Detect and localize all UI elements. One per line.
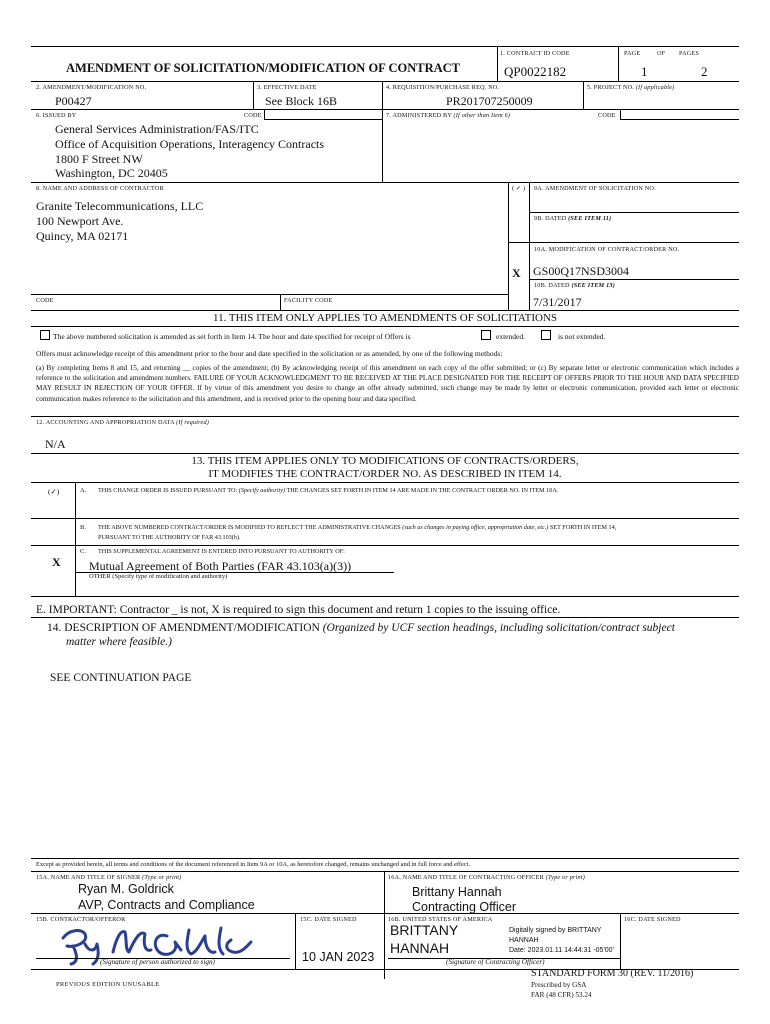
signer-title: AVP, Contracts and Compliance — [78, 898, 255, 912]
except-text: Except as provided herein, all terms and conditions of the document referenced in Item 9A or 10A, as heretofore changed, remains unchanged and in full force and effect. — [36, 861, 471, 868]
divider — [384, 871, 385, 979]
page-label: PAGE — [624, 50, 641, 57]
block5-label: 5. PROJECT NO. — [587, 84, 635, 91]
divider — [31, 182, 739, 183]
divider — [31, 326, 739, 327]
contractor-line-1: Granite Telecommunications, LLC — [36, 199, 204, 213]
contract-id-label: 1. CONTRACT ID CODE — [500, 50, 570, 57]
block14-label: 14. DESCRIPTION OF AMENDMENT/MODIFICATION — [47, 622, 320, 634]
block13-c-check-mark: X — [52, 555, 61, 569]
divider — [508, 182, 509, 310]
divider — [75, 482, 76, 596]
divider — [382, 109, 383, 182]
block13-c-letter: C. — [80, 548, 86, 555]
block13-a-text: THIS CHANGE ORDER IS ISSUED PURSUANT TO: — [98, 487, 238, 494]
block7-note: (If other than Item 6) — [453, 112, 511, 119]
block11-line2: Offers must acknowledge receipt of this amendment prior to the hour and date specified in the solicitation or as amended, by one of the following methods: — [36, 349, 503, 358]
signer-name: Ryan M. Goldrick — [78, 882, 174, 896]
block14-note-1: (Organized by UCF section headings, including solicitation/contract subject — [322, 622, 675, 634]
block2-label: 2. AMENDMENT/MODIFICATION NO. — [36, 84, 147, 91]
block11-paragraph: (a) By completing Items 8 and 15, and returning __ copies of the amendment; (b) By acknowledging receipt of this amendment on each copy of the offer submitted; or (c) By separate letter or electronic communication which includes a reference to the solicitation and amendment numbers. FAILURE OF YOUR ACKNOWLEDGMENT TO BE RECEIVED AT THE PLACE DESIGNATED FOR THE RECEIPT OF OFFERS PRIOR TO THE HOUR AND DATA SPECIFIED MAY RESULT IN REJECTION OF YOUR OFFER. If by virtue of this amendment you desire to change an offer already submitted, such change may be made by letter or electronic communication, provided each letter or electronic communication makes reference to the solicitation and this amendment, and is received prior to the opening hour and data specified. — [36, 364, 739, 403]
block9a-label: 9A. AMENDMENT OF SOLICITATION NO. — [534, 185, 656, 192]
block14-heading — [47, 620, 739, 636]
extended-label: extended. — [496, 332, 525, 341]
not-extended-label: is not extended. — [558, 332, 606, 341]
not-extended-checkbox[interactable] — [541, 330, 551, 340]
pages-label: PAGES — [679, 50, 700, 57]
block9b-note: (SEE ITEM 11) — [568, 215, 612, 222]
divider — [31, 596, 739, 597]
block12-label: 12. ACCOUNTING AND APPROPRIATION DATA — [36, 419, 175, 426]
block15b-label: 15B. CONTRACTOR/OFFEROR — [36, 916, 126, 923]
officer-signature-note: (Signature of Contracting Officer) — [446, 958, 545, 966]
block13-b-letter: B. — [80, 524, 86, 531]
divider — [31, 416, 739, 417]
issuer-line-4: Washington, DC 20405 — [55, 166, 168, 180]
divider — [253, 81, 254, 109]
of-label: OF — [657, 50, 666, 57]
prescribed-by: Prescribed by GSA — [531, 981, 587, 989]
divider — [31, 310, 739, 311]
block15c-label: 15C. DATE SIGNED — [300, 916, 357, 923]
block13-a-note: (Specify authority) — [238, 487, 286, 494]
divider — [31, 81, 739, 82]
block10b-note: (SEE ITEM 13) — [571, 282, 615, 289]
divider — [508, 242, 739, 243]
block16a-label: 16A. NAME AND TITLE OF CONTRACTING OFFICER — [388, 874, 544, 881]
contractor-line-3: Quincy, MA 02171 — [36, 229, 129, 243]
officer-name: Brittany Hannah — [412, 885, 502, 899]
block13-heading-2: IT MODIFIES THE CONTRACT/ORDER NO. AS DESCRIBED IN ITEM 14. — [208, 468, 562, 480]
divider — [31, 913, 739, 914]
block11-line1: The above numbered solicitation is amended as set forth in Item 14. The hour and date specified for receipt of Offers is — [53, 332, 411, 341]
digital-sig-name-2: HANNAH — [390, 940, 450, 956]
divider — [620, 913, 621, 969]
block4-label: 4. REQUISITION/PURCHASE REQ. NO. — [386, 84, 500, 91]
block10a-label: 10A. MODIFICATION OF CONTRACT/ORDER NO. — [534, 246, 680, 253]
contract-order-number: GS00Q17NSD3004 — [533, 264, 630, 278]
effective-date: See Block 16B — [265, 94, 337, 108]
block8-code-label: CODE — [36, 297, 54, 304]
extended-checkbox[interactable] — [481, 330, 491, 340]
divider — [382, 81, 383, 109]
divider — [280, 294, 281, 310]
block13-a-text2: THE CHANGES SET FORTH IN ITEM 14 ARE MADE IN THE CONTRACT ORDER NO. IN ITEM 10A. — [286, 487, 559, 494]
block15a-label: 15A. NAME AND TITLE OF SIGNER — [36, 874, 141, 881]
block6-code-label: CODE — [244, 112, 262, 119]
requisition-number: PR201707250009 — [446, 94, 533, 108]
divider — [31, 858, 739, 859]
divider — [31, 617, 739, 618]
divider — [31, 482, 739, 483]
block3-label: 3. EFFECTIVE DATE — [257, 84, 317, 91]
far-reference: FAR (48 CFR) 53.24 — [531, 991, 592, 999]
block13-check-col: (✓) — [48, 487, 60, 496]
digital-sig-note-1: Digitally signed by BRITTANY — [509, 927, 602, 934]
divider — [31, 871, 739, 872]
block13-b-text3: PURSUANT TO THE AUTHORITY OF FAR 43.103(b). — [98, 534, 241, 541]
block9b-label: 9B. DATED — [534, 215, 567, 222]
digital-sig-note-3: Date: 2023.01.11 14:44:31 -05'00' — [509, 947, 614, 954]
page-total: 2 — [701, 64, 708, 79]
digital-sig-note-2: HANNAH — [509, 937, 539, 944]
block13-b-text: THE ABOVE NUMBERED CONTRACT/ORDER IS MODIFIED TO REFLECT THE ADMINISTRATIVE CHANGES — [98, 524, 401, 531]
block6-code-field — [264, 109, 382, 120]
supplemental-authority-value: Mutual Agreement of Both Parties (FAR 43.103(a)(3)) — [89, 559, 352, 573]
contract-id-value: QP0022182 — [504, 64, 567, 79]
issuer-line-2: Office of Acquisition Operations, Interagency Contracts — [55, 137, 325, 151]
block13-d-text: OTHER (Specify type of modification and authority) — [89, 573, 228, 580]
divider — [529, 182, 530, 310]
block7-label: 7. ADMINISTERED BY — [386, 112, 452, 119]
issuer-line-3: 1800 F Street NW — [55, 152, 143, 166]
page-number: 1 — [641, 64, 648, 79]
divider — [583, 81, 584, 109]
divider — [497, 46, 498, 82]
block12-note: (If required) — [176, 419, 210, 426]
block16b-label: 16B. UNITED STATES OF AMERICA — [388, 916, 493, 923]
important-notice: E. IMPORTANT: Contractor _ is not, X is required to sign this document and return 1 copies to the issuing office. — [36, 604, 561, 616]
block10b-label: 10B. DATED — [534, 282, 570, 289]
divider — [31, 518, 739, 519]
block8-label: 8. NAME AND ADDRESS OF CONTRACTOR — [36, 185, 164, 192]
officer-title: Contracting Officer — [412, 900, 516, 914]
block13-a-letter: A. — [80, 487, 87, 494]
block11-checkbox[interactable] — [40, 330, 50, 340]
digital-sig-name-1: BRITTANY — [390, 922, 459, 938]
block10-check-mark: X — [512, 266, 521, 280]
standard-form-label: STANDARD FORM 30 (REV. 11/2016) — [531, 968, 694, 979]
block16a-note: (Type or print) — [545, 874, 586, 881]
divider — [618, 46, 619, 82]
accounting-data-value: N/A — [45, 437, 66, 451]
continuation-text: SEE CONTINUATION PAGE — [50, 672, 192, 684]
amendment-number: P00427 — [55, 94, 92, 108]
block5-note: (If applicable) — [635, 84, 675, 91]
form-top-border — [31, 46, 739, 47]
block13-b-text2: SET FORTH IN ITEM 14, — [549, 524, 617, 531]
contractor-line-2: 100 Newport Ave. — [36, 214, 124, 228]
contractor-date-signed: 10 JAN 2023 — [302, 950, 375, 964]
form-left-edge — [31, 46, 32, 47]
contractor-signature-note: (Signature of person authorized to sign) — [100, 958, 215, 966]
block13-heading-1: 13. THIS ITEM APPLIES ONLY TO MODIFICATIONS OF CONTRACTS/ORDERS, — [191, 455, 579, 467]
block6-label: 6. ISSUED BY — [36, 112, 77, 119]
block14-note-2: matter where feasible.) — [66, 636, 172, 648]
issuer-line-1: General Services Administration/FAS/ITC — [55, 122, 259, 136]
divider — [295, 913, 296, 969]
contract-dated-value: 7/31/2017 — [533, 295, 582, 309]
block9-check-col: ( ✓ ) — [512, 185, 526, 192]
previous-edition-note: PREVIOUS EDITION UNUSABLE — [56, 981, 160, 988]
form-title: AMENDMENT OF SOLICITATION/MODIFICATION OF CONTRACT — [66, 61, 461, 75]
block15a-note: (Type or print) — [142, 874, 182, 881]
block16c-label: 16C. DATE SIGNED — [624, 916, 681, 923]
block7-code-field — [620, 109, 739, 120]
divider — [31, 545, 739, 546]
divider — [31, 453, 739, 454]
block13-b-note: (such as changes in paying office, appropriation date, etc.) — [402, 524, 549, 531]
divider — [31, 294, 508, 295]
facility-code-label: FACILITY CODE — [284, 297, 333, 304]
divider — [529, 212, 739, 213]
block11-heading: 11. THIS ITEM ONLY APPLIES TO AMENDMENTS OF SOLICITATIONS — [212, 312, 558, 324]
divider — [529, 279, 739, 280]
block13-c-text: THIS SUPPLEMENTAL AGREEMENT IS ENTERED INTO PURSUANT TO AUTHORITY OF: — [98, 548, 345, 555]
block7-code-label: CODE — [598, 112, 616, 119]
